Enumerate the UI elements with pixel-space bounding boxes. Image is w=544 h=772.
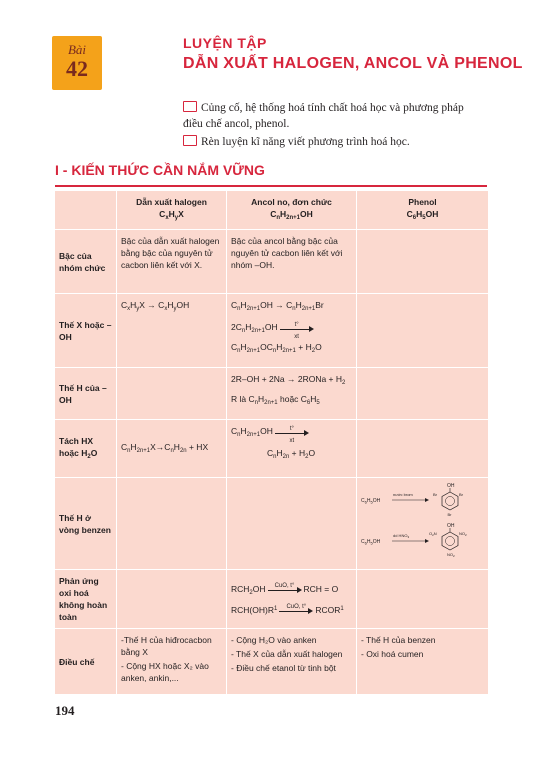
cell-the-x-ancol: $C_nH_{2n+1}OH \to C_nH_{2n+1}Br$ $2C_nH_{2n+1}OH$ $\frac{t^\circ}{xt}$ $C_nH_{2n+1}OC_nH_{2n+1} + H_2O$ (227, 294, 357, 368)
svg-text:OH: OH (447, 483, 455, 489)
svg-text:Br: Br (447, 512, 452, 517)
folder-icon (183, 135, 197, 146)
cell-the-h-phenol (357, 368, 489, 420)
lesson-goals (183, 100, 473, 152)
cell-the-h-ancol: 2R–OH + 2Na → 2RONa + $H_2$ R là $C_nH_{2n+1}$ hoặc $C_6H_5$ (227, 368, 357, 420)
header-phenol: Phenol $C_6H_5OH$ (357, 191, 489, 230)
lesson-label: Bài (67, 42, 87, 57)
cell-tach-ancol: $C_nH_{2n+1}OH$ $\frac{t^\circ}{xt}$ $C_nH_{2n} + H_2O$ (227, 420, 357, 478)
table-row (55, 570, 489, 629)
cell-oxi-hoa-halogen (117, 570, 227, 629)
goal-item (183, 100, 473, 132)
cell-benzen-phenol (357, 478, 489, 570)
row-label-bac: Bậc của nhóm chức (55, 230, 117, 294)
svg-text:Br: Br (433, 492, 437, 497)
cell-benzen-halogen (117, 478, 227, 570)
svg-text:NO2: $NO_2$ (459, 531, 467, 537)
goal-item (183, 134, 473, 150)
table-row (55, 368, 489, 420)
row-label-benzen: Thế H ở vòng benzen (55, 478, 117, 570)
table-row (55, 629, 489, 695)
cell-the-x-phenol (357, 294, 489, 368)
cell-oxi-hoa-ancol: $RCH_2OH$ CuO, t° RCH = O $RCH(OH)R^1$ CuO, t° RCOR$^1$ (227, 570, 357, 629)
cell-oxi-hoa-phenol (357, 570, 489, 629)
cell-tach-phenol (357, 420, 489, 478)
table-row (55, 230, 489, 294)
cell-dieu-che-ancol: - Cộng H₂O vào anken - Thế X của dẫn xuất halogen - Điều chế etanol từ tinh bột (227, 629, 357, 695)
cell-tach-halogen: $C_nH_{2n+1}X\to C_nH_{2n}$ + HX (117, 420, 227, 478)
goal-text: Rèn luyện kĩ năng viết phương trình hoá học. (201, 136, 410, 148)
cell-dieu-che-halogen: -Thế H của hiđrocacbon bằng X - Cộng HX hoặc X₂ vào anken, ankin,... (117, 629, 227, 695)
table-row (55, 420, 489, 478)
row-label-oxi-hoa: Phản ứng oxi hoá không hoàn toàn (55, 570, 117, 629)
svg-text:C6H5OH: $C_6H_5OH$ (361, 498, 381, 505)
section-title: I - KIẾN THỨC CẦN NẮM VỮNG (55, 162, 265, 178)
svg-text:nước brom: nước brom (393, 492, 413, 497)
svg-text:OH: OH (447, 523, 455, 529)
summary-table (54, 190, 489, 695)
row-label-the-h: Thế H của –OH (55, 368, 117, 420)
goal-text: Củng cố, hệ thống hoá tính chất hoá học và phương pháp điều chế ancol, phenol. (183, 102, 464, 130)
cell-bac-halogen: Bậc của dẫn xuất halogen bằng bậc của nguyên tử cacbon liên kết với X. (117, 230, 227, 294)
row-label-dieu-che: Điều chế (55, 629, 117, 695)
svg-text:O2N: $O_2N$ (429, 531, 437, 537)
cell-the-h-halogen (117, 368, 227, 420)
header-empty (55, 191, 117, 230)
svg-text:C6H5OH: $C_6H_5OH$ (361, 539, 381, 546)
svg-text:NO2: $NO_2$ (447, 552, 455, 558)
cell-bac-phenol (357, 230, 489, 294)
folder-icon (183, 101, 197, 112)
row-label-tach: Tách HX hoặc $H_2O$ (55, 420, 117, 478)
page-number: 194 (55, 703, 75, 718)
lesson-title-line1: LUYỆN TẬP (183, 35, 267, 51)
section-divider (55, 185, 487, 187)
cell-benzen-ancol (227, 478, 357, 570)
phenol-substitution-diagram (359, 480, 485, 564)
svg-text:Br: Br (459, 492, 463, 497)
header-ancol: Ancol no, đơn chức $C_nH_{2n+1}OH$ (227, 191, 357, 230)
cell-bac-ancol: Bậc của ancol bằng bậc của nguyên tử cacbon liên kết với nhóm –OH. (227, 230, 357, 294)
table-row (55, 478, 489, 570)
lesson-number: 42 (66, 56, 88, 81)
lesson-title-line2: DẪN XUẤT HALOGEN, ANCOL VÀ PHENOL (183, 55, 523, 72)
header-halogen: Dẫn xuất halogen $C_xH_yX$ (117, 191, 227, 230)
row-label-the-x: Thế X hoặc –OH (55, 294, 117, 368)
table-row (55, 294, 489, 368)
cell-the-x-halogen: $C_xH_yX \to C_xH_yOH$ (117, 294, 227, 368)
lesson-badge (52, 36, 102, 90)
svg-text:dd HNO3: dd $HNO_3$ (393, 533, 410, 539)
table-header-row (55, 191, 489, 230)
cell-dieu-che-phenol: - Thế H của benzen - Oxi hoá cumen (357, 629, 489, 695)
